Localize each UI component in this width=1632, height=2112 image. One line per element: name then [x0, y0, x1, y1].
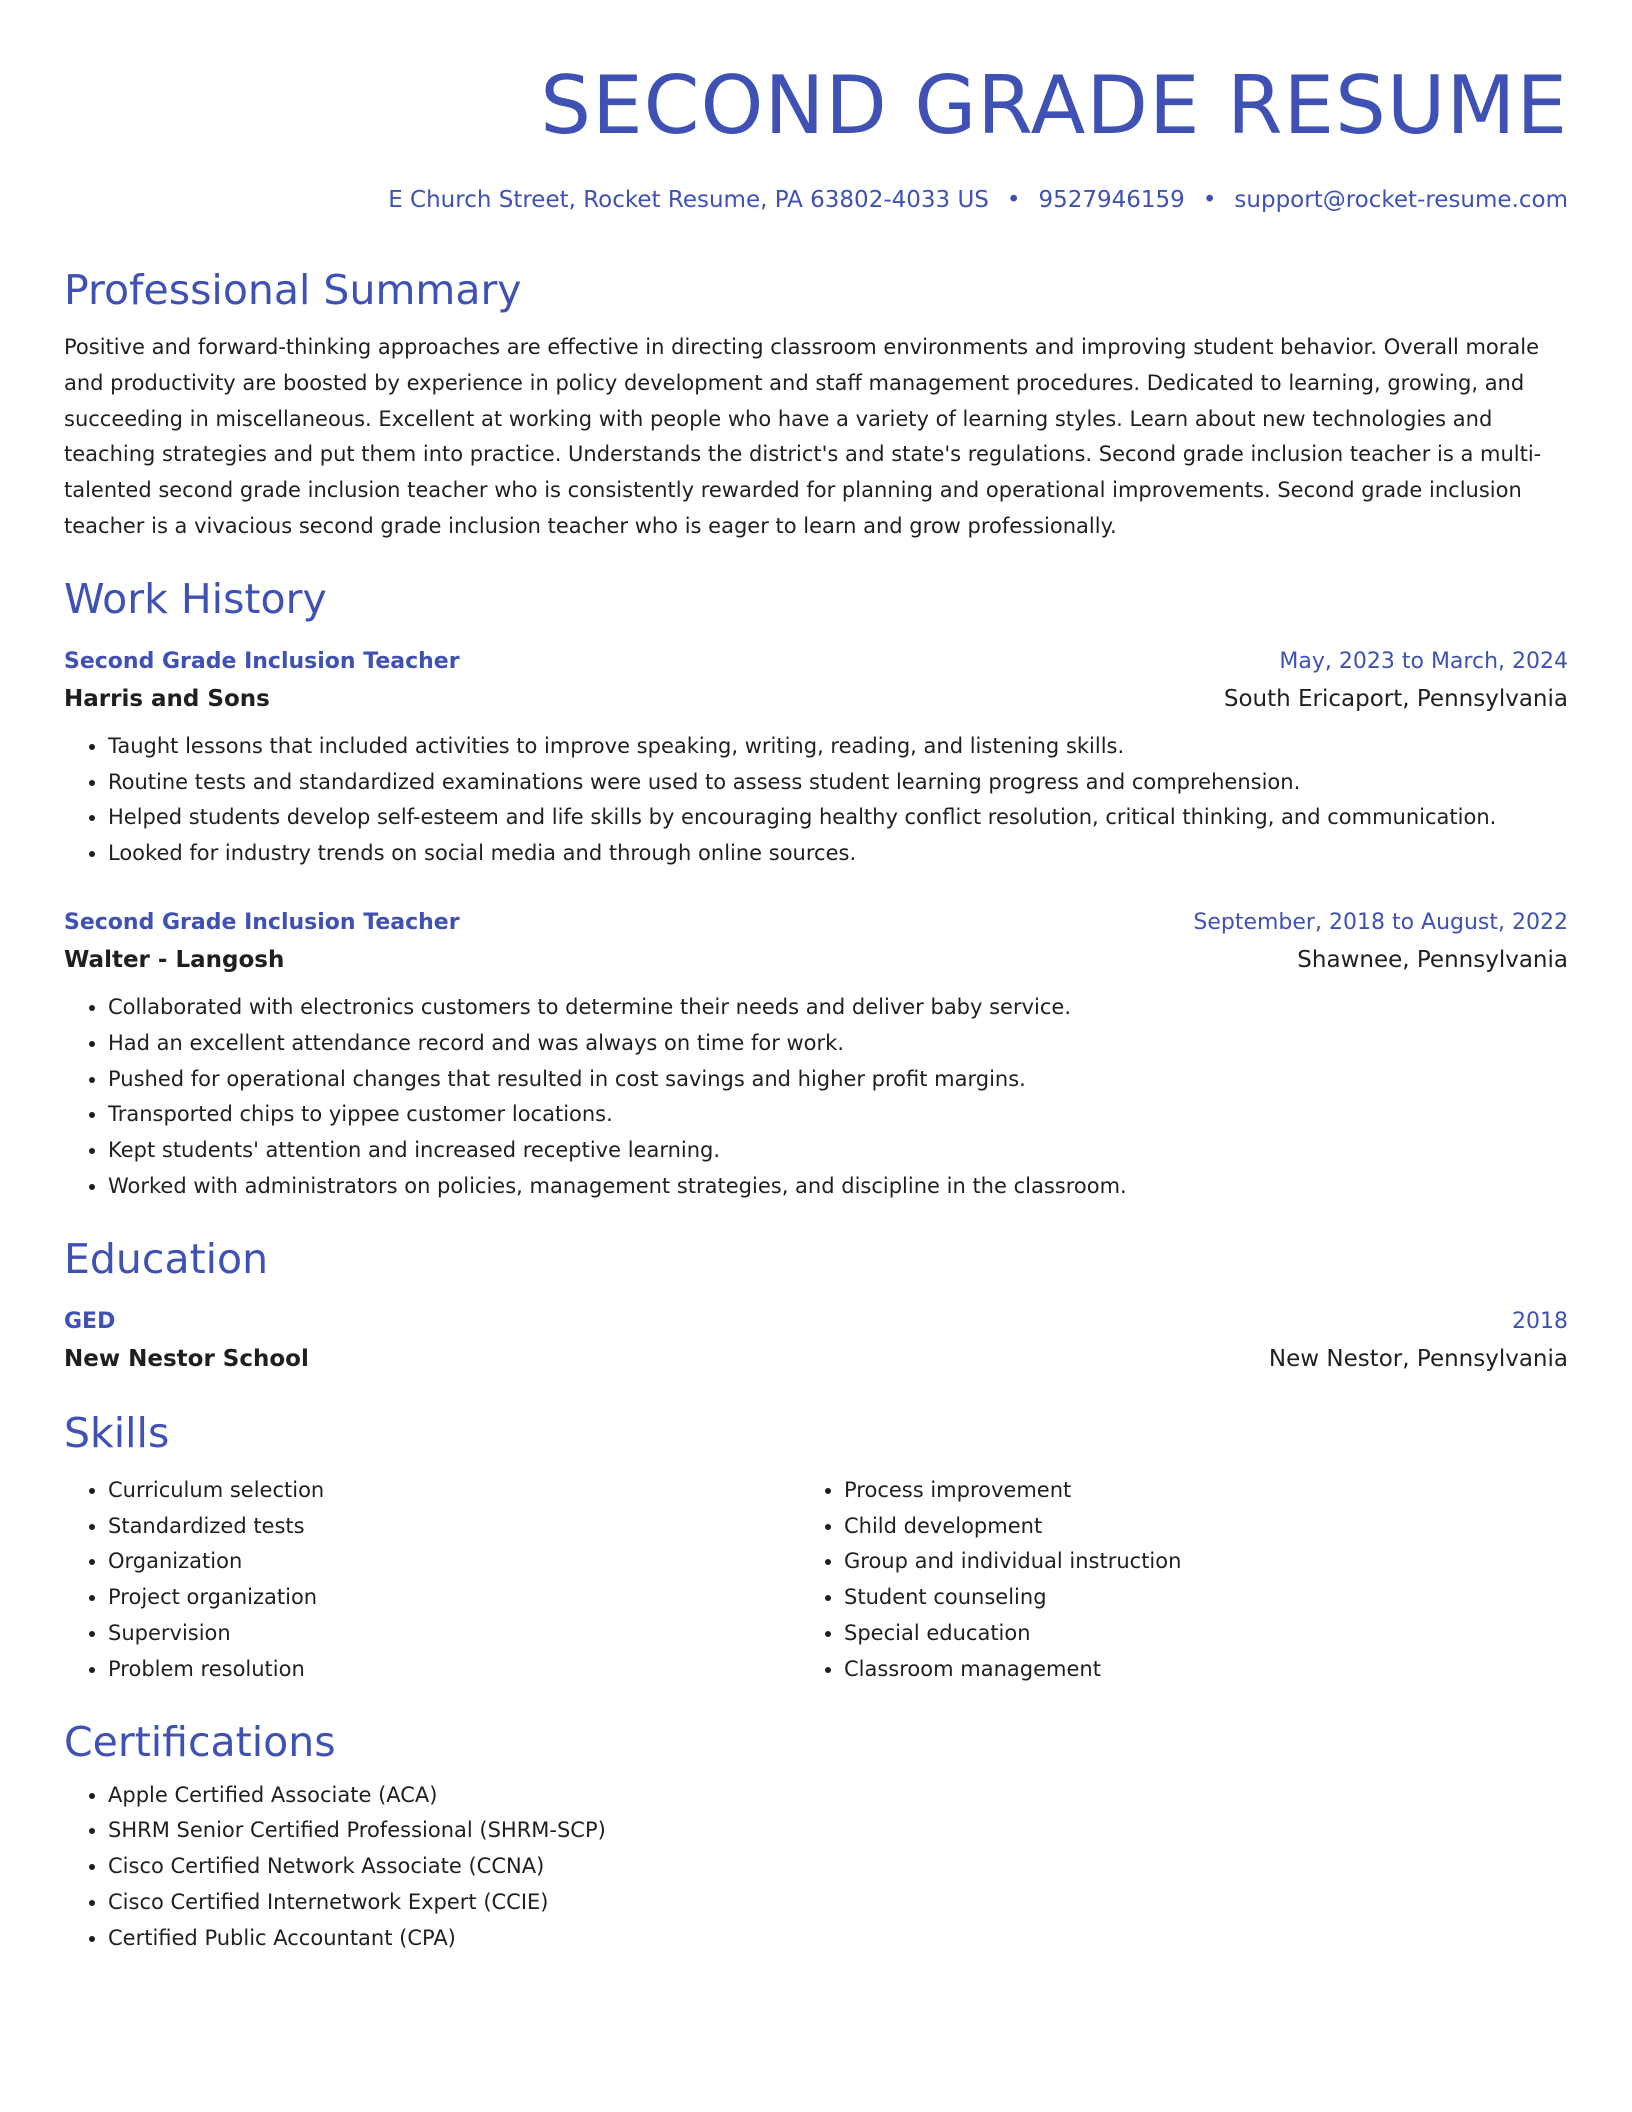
- education-entry: [64, 1305, 1568, 1379]
- list-item: • Collaborated with electronics customers to determine their needs and deliver baby service.: [108, 990, 1568, 1026]
- list-item: • Student counseling: [844, 1580, 1536, 1616]
- job-dates: May, 2023 to March, 2024: [1279, 648, 1568, 674]
- contact-email: support@rocket-resume.com: [1234, 187, 1568, 213]
- contact-phone: 9527946159: [1038, 187, 1185, 213]
- list-item: • Looked for industry trends on social media and through online sources.: [108, 836, 1568, 872]
- list-item: • Classroom management: [844, 1652, 1536, 1688]
- list-item: • Worked with administrators on policies, management strategies, and discipline in the classroom.: [108, 1169, 1568, 1205]
- job-dates: September, 2018 to August, 2022: [1193, 909, 1568, 935]
- list-item: • Curriculum selection: [108, 1473, 800, 1509]
- job-entry: [64, 906, 1568, 1205]
- skills-column-left: [64, 1473, 800, 1688]
- skills-column-right: [800, 1473, 1536, 1688]
- education-degree: GED: [64, 1308, 116, 1334]
- contact-address: E Church Street, Rocket Resume, PA 63802-4033 US: [388, 187, 989, 213]
- list-item: • Taught lessons that included activities to improve speaking, writing, reading, and listening skills.: [108, 729, 1568, 765]
- list-item: • Apple Certified Associate (ACA): [108, 1778, 1568, 1814]
- list-item: • Routine tests and standardized examinations were used to assess student learning progress and comprehension.: [108, 765, 1568, 801]
- list-item: • Organization: [108, 1544, 800, 1580]
- work-history-heading: Work History: [64, 574, 327, 623]
- skills-list: [64, 1473, 1568, 1688]
- contact-separator: •: [1202, 187, 1217, 213]
- list-item: • Cisco Certified Internetwork Expert (CCIE): [108, 1885, 1568, 1921]
- list-item: • Helped students develop self-esteem and life skills by encouraging healthy conflict resolution, critical thinking, and communication.: [108, 800, 1568, 836]
- list-item: • Project organization: [108, 1580, 800, 1616]
- job-bullets: [64, 729, 1568, 872]
- list-item: • SHRM Senior Certified Professional (SHRM-SCP): [108, 1813, 1568, 1849]
- education-year: 2018: [1512, 1308, 1568, 1334]
- certifications-heading: Certifications: [64, 1717, 336, 1766]
- job-entry: [64, 645, 1568, 872]
- list-item: • Cisco Certified Network Associate (CCNA): [108, 1849, 1568, 1885]
- education-location: New Nestor, Pennsylvania: [1268, 1345, 1568, 1372]
- list-item: • Group and individual instruction: [844, 1544, 1536, 1580]
- list-item: • Supervision: [108, 1616, 800, 1652]
- list-item: • Child development: [844, 1509, 1536, 1545]
- contact-separator: •: [1006, 187, 1021, 213]
- resume-header: [64, 58, 1568, 216]
- skills-heading: Skills: [64, 1408, 170, 1457]
- certifications-list: [64, 1778, 1568, 1957]
- job-title: Second Grade Inclusion Teacher: [64, 648, 460, 674]
- summary-heading: Professional Summary: [64, 266, 522, 314]
- job-location: South Ericaport, Pennsylvania: [1223, 685, 1568, 712]
- list-item: • Transported chips to yippee customer locations.: [108, 1097, 1568, 1133]
- resume-name: SECOND GRADE RESUME: [540, 59, 1568, 152]
- job-bullets: [64, 990, 1568, 1205]
- list-item: • Had an excellent attendance record and was always on time for work.: [108, 1026, 1568, 1062]
- summary-text: Positive and forward-thinking approaches are effective in directing classroom environments and improving student behavior. Overall morale and productivity are boosted by experience in policy development and staff management procedures. Dedicated to learning, growing, and succeeding in miscellaneous. Excellent at working with people who have a variety of learning styles. Learn about new technologies and teaching strategies and put them into practice. Understands the district's and state's regulations. Second grade inclusion teacher is a multi-talented second grade inclusion teacher who is consistently rewarded for planning and operational improvements. Second grade inclusion teacher is a vivacious second grade inclusion teacher who is eager to learn and grow professionally.: [64, 335, 1542, 538]
- job-title: Second Grade Inclusion Teacher: [64, 909, 460, 935]
- job-employer: Harris and Sons: [64, 685, 270, 712]
- job-location: Shawnee, Pennsylvania: [1297, 946, 1568, 973]
- list-item: • Problem resolution: [108, 1652, 800, 1688]
- education-school: New Nestor School: [64, 1345, 309, 1372]
- list-item: • Certified Public Accountant (CPA): [108, 1921, 1568, 1957]
- list-item: • Pushed for operational changes that resulted in cost savings and higher profit margins.: [108, 1062, 1568, 1098]
- contact-line: [64, 184, 1568, 216]
- list-item: • Process improvement: [844, 1473, 1536, 1509]
- job-employer: Walter - Langosh: [64, 946, 285, 973]
- list-item: • Standardized tests: [108, 1509, 800, 1545]
- list-item: • Special education: [844, 1616, 1536, 1652]
- list-item: • Kept students' attention and increased receptive learning.: [108, 1133, 1568, 1169]
- education-heading: Education: [64, 1234, 269, 1283]
